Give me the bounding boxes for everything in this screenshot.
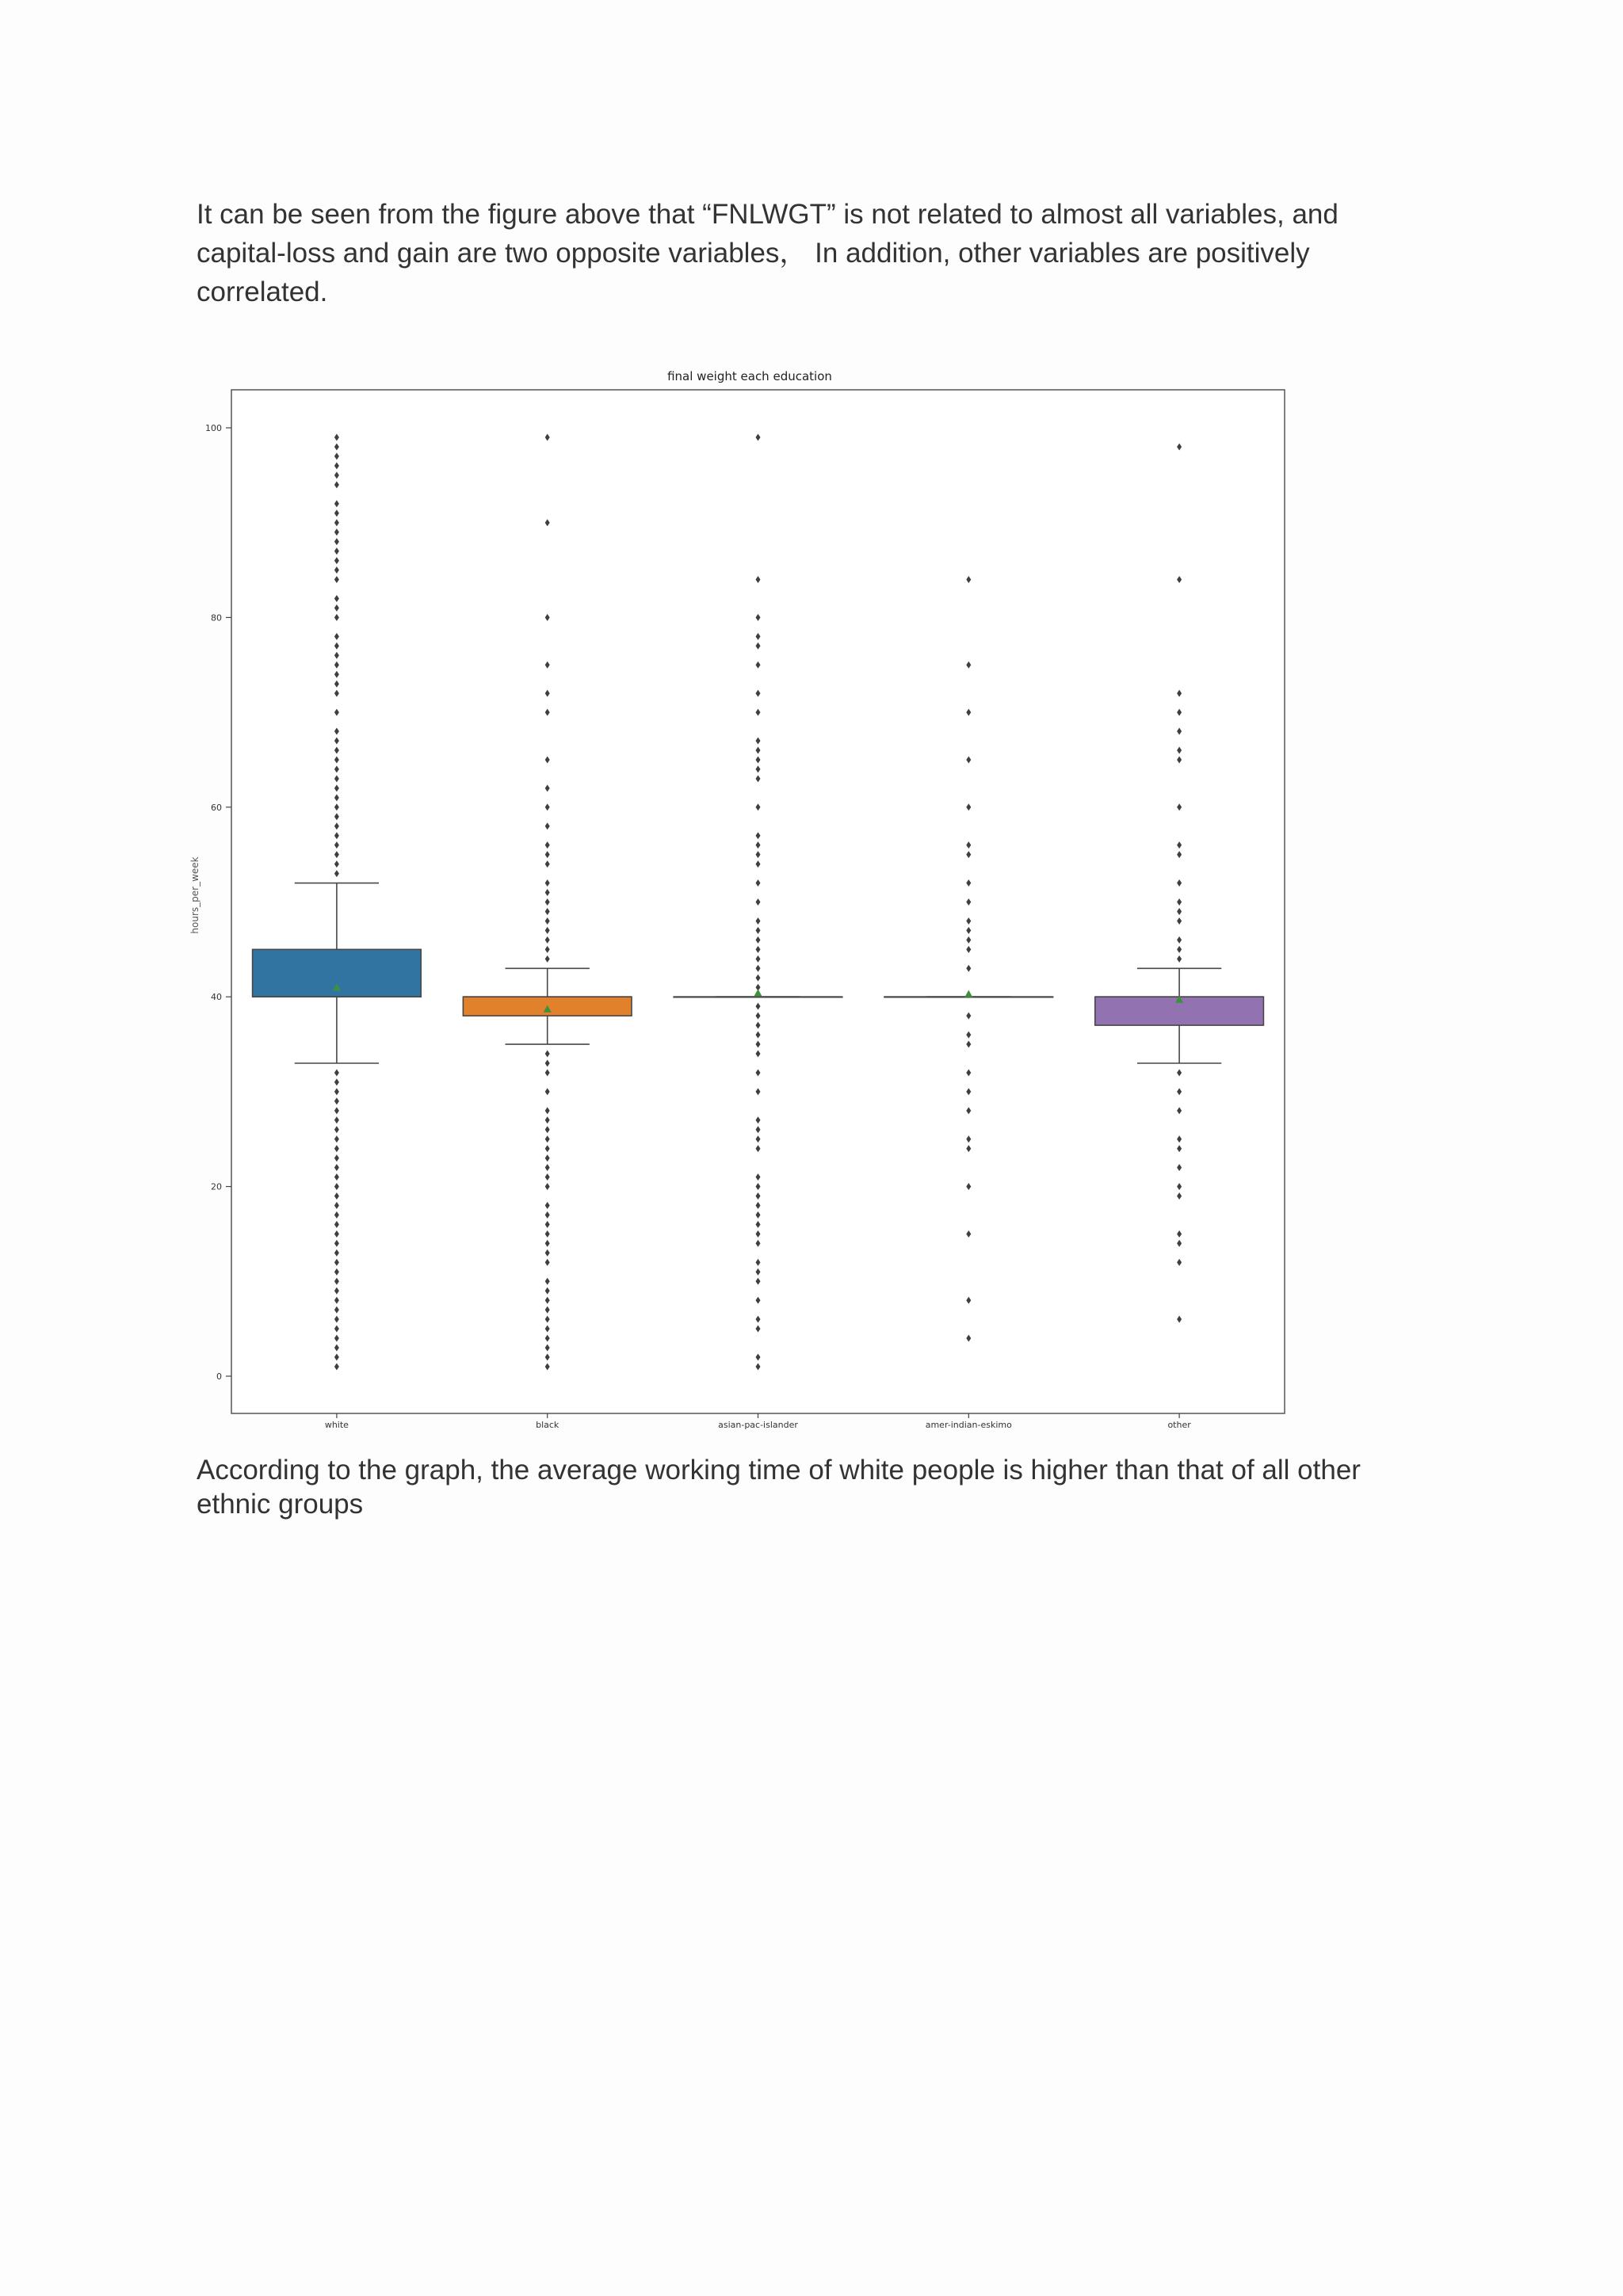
- x-tick-label: black: [536, 1420, 559, 1430]
- intro-line-1: It can be seen from the figure above that “FNLWGT” is not related to almost all variables, and: [197, 199, 1338, 230]
- y-tick-label: 0: [216, 1371, 222, 1382]
- intro-line-3: correlated.: [197, 277, 328, 307]
- conclusion-line-2: ethnic groups: [197, 1489, 364, 1520]
- chart-title: final weight each education: [667, 369, 832, 383]
- x-tick-label: other: [1167, 1420, 1191, 1430]
- conclusion-line-1: According to the graph, the average working time of white people is higher than that of all other: [197, 1455, 1361, 1486]
- x-tick-label: asian-pac-islander: [718, 1420, 798, 1430]
- x-tick-label: white: [324, 1420, 349, 1430]
- y-tick-label: 80: [211, 612, 222, 624]
- y-tick-label: 100: [205, 423, 222, 433]
- intro-line-2: capital-loss and gain are two opposite variables， In addition, other variables are positively: [197, 238, 1310, 269]
- y-axis-label: hours_per_week: [189, 856, 200, 934]
- y-tick-label: 40: [211, 992, 222, 1003]
- conclusion-paragraph: [197, 1453, 1465, 1521]
- x-tick-label: amer-indian-eskimo: [925, 1420, 1012, 1430]
- y-tick-label: 60: [211, 802, 222, 813]
- y-tick-label: 20: [211, 1181, 222, 1192]
